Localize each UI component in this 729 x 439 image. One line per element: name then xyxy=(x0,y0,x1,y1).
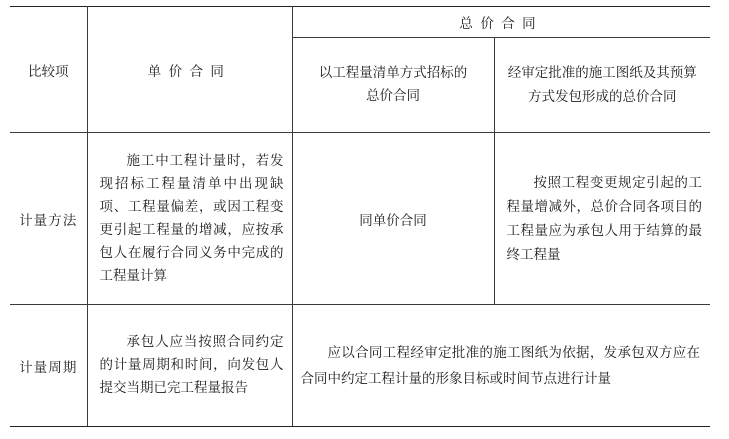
header-unit-price-label: 单价合同 xyxy=(147,63,232,80)
header-sub-drawing xyxy=(494,38,710,133)
method-sub-bill-text: 同单价合同 xyxy=(359,212,427,229)
header-unit-price xyxy=(87,7,292,133)
header-row-1 xyxy=(10,7,710,38)
header-total-price-label: 总价合同 xyxy=(459,16,544,32)
period-unit-price-text: 承包人应当按照合同约定的计量周期和时间，向发包人提交当期已完工程量报告 xyxy=(99,334,284,396)
row-measurement-period xyxy=(10,305,710,427)
header-sub-drawing-label: 经审定批准的施工图纸及其预算方式发包形成的总价合同 xyxy=(507,65,697,105)
method-sub-bill-cell xyxy=(292,133,494,305)
method-sub-drawing-cell xyxy=(494,133,710,305)
row-label-method-text: 计量方法 xyxy=(19,212,78,229)
comparison-table xyxy=(10,6,710,427)
row-label-period xyxy=(10,305,87,427)
period-total-text: 应以合同工程经审定批准的施工图纸为依据，发承包双方应在合同中约定工程计量的形象目标或时间节点进行计量 xyxy=(300,344,701,387)
row-label-method xyxy=(10,133,87,305)
row-measurement-method xyxy=(10,133,710,305)
header-total-price xyxy=(292,7,710,38)
header-sub-bill-label: 以工程量清单方式招标的总价合同 xyxy=(318,65,468,104)
header-compare-item-label: 比较项 xyxy=(28,63,69,80)
header-sub-bill xyxy=(292,38,494,133)
period-unit-price-cell xyxy=(87,305,292,427)
method-sub-drawing-text: 按照工程变更规定引起的工程量增减外，总价合同各项目的工程量应为承包人用于结算的最终工程量 xyxy=(506,174,703,263)
period-total-cell xyxy=(292,305,710,427)
method-unit-price-text: 施工中工程计量时，若发现招标工程量清单中出现缺项、工程量偏差，或因工程变更引起工程量的增减，应按承包人在履行合同义务中完成的工程量计算 xyxy=(99,152,284,284)
row-label-period-text: 计量周期 xyxy=(19,359,78,376)
header-compare-item xyxy=(10,7,87,133)
method-unit-price-cell xyxy=(87,133,292,305)
